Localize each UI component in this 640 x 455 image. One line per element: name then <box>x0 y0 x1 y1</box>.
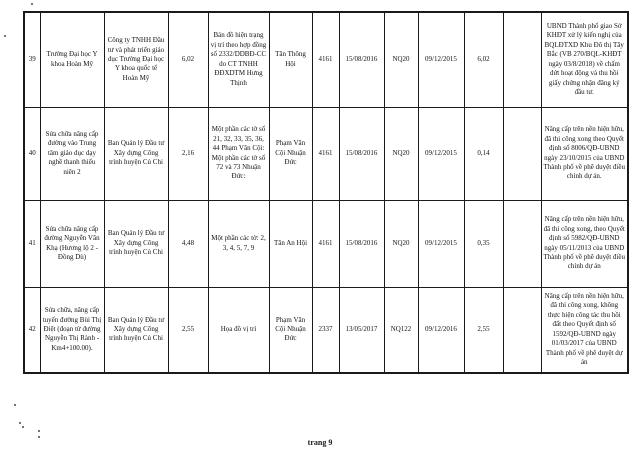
land-legal-cell: Bản đồ hiện trạng vị trí theo hợp đồng số 2332/DDBĐ-CC do CT TNHH ĐĐXDTM Hưng Thịnh <box>208 12 269 107</box>
row-number-cell: 39 <box>24 12 40 107</box>
resolution-number-cell: NQ122 <box>384 287 418 373</box>
investor-cell: Ban Quản lý Đầu tư Xây dựng Công trình huyện Củ Chi <box>104 200 168 287</box>
row-number-cell: 41 <box>24 200 40 287</box>
table-row <box>24 287 628 373</box>
scan-speck <box>19 422 21 424</box>
empty-cell <box>503 12 541 107</box>
investor-cell: Ban Quản lý Đầu tư Xây dựng Công trình huyện Củ Chi <box>104 287 168 373</box>
resolution-date-cell: 09/12/2015 <box>418 12 464 107</box>
note-cell: Nâng cấp trên nền hiện hữu, đã thi công xong, theo Quyết định số 5982/QĐ-UBND ngày 05/11/2013 của UBND Thành phố về phê duyệt điều chỉnh dự án <box>541 200 628 287</box>
land-legal-cell: Họa đồ vị trí <box>208 287 269 373</box>
note-cell: UBND Thành phố giao Sở KHĐT xử lý kiến nghị của BQLĐTXD Khu Đô thị Tây Bắc (VB 270/BQL-KHĐT ngày 03/8/2018) về chấm dứt hoạt động và thu hồi giấy chứng nhận đăng ký đầu tư. <box>541 12 628 107</box>
investor-cell: Công ty TNHH Đầu tư và phát triển giáo dục Trường Đại học Y khoa quốc tế Hoàn Mỹ <box>104 12 168 107</box>
table-row <box>24 200 628 287</box>
value-cell: 2,55 <box>464 287 503 373</box>
table-row <box>24 12 628 107</box>
scan-speck <box>38 430 40 432</box>
commune-cell: Tân An Hội <box>269 200 312 287</box>
commune-cell: Tân Thông Hội <box>269 12 312 107</box>
investor-cell: Ban Quản lý Đầu tư Xây dựng Công trình huyện Củ Chi <box>104 107 168 200</box>
project-name-cell: Sửa chữa nâng cấp đường Nguyễn Văn Khạ (Hương lộ 2 - Đồng Dù) <box>40 200 104 287</box>
projects-table <box>23 11 629 374</box>
document-number-cell: 4161 <box>312 12 339 107</box>
empty-cell <box>503 107 541 200</box>
document-number-cell: 4161 <box>312 107 339 200</box>
document-date-cell: 15/08/2016 <box>339 200 384 287</box>
commune-cell: Phạm Văn Cội Nhuận Đức <box>269 287 312 373</box>
value-cell: 0,14 <box>464 107 503 200</box>
resolution-date-cell: 09/12/2015 <box>418 107 464 200</box>
note-cell: Nâng cấp trên nền hiện hữu, đã thi công xong theo Quyết định số 8006/QĐ-UBND ngày 23/10/2015 của UBND Thành phố về phê duyệt điều chỉnh dự án. <box>541 107 628 200</box>
scan-speck <box>31 3 33 5</box>
area-cell: 6,02 <box>168 12 208 107</box>
page-number: trang 9 <box>307 438 333 447</box>
note-cell: Nâng cấp trên nền hiện hữu, đã thi công xong, không thực hiện công tác thu hồi đất theo Quyết định số 1592/QĐ-UBND ngày 01/03/2017 của UBND Thành phố về phê duyệt dự án <box>541 287 628 373</box>
resolution-number-cell: NQ20 <box>384 12 418 107</box>
document-date-cell: 15/08/2016 <box>339 12 384 107</box>
land-legal-cell: Một phần các tờ: 2, 3, 4, 5, 7, 9 <box>208 200 269 287</box>
empty-cell <box>503 200 541 287</box>
project-name-cell: Sửa chữa, nâng cấp tuyến đường Bùi Thị Điệt (đoạn từ đường Nguyễn Thị Rành - Km4+100.00). <box>40 287 104 373</box>
scan-speck <box>38 436 40 438</box>
document-date-cell: 15/08/2016 <box>339 107 384 200</box>
document-number-cell: 4161 <box>312 200 339 287</box>
row-number-cell: 42 <box>24 287 40 373</box>
table-row <box>24 107 628 200</box>
scan-speck <box>4 35 6 37</box>
document-date-cell: 13/05/2017 <box>339 287 384 373</box>
resolution-date-cell: 09/12/2016 <box>418 287 464 373</box>
area-cell: 2,55 <box>168 287 208 373</box>
document-number-cell: 2337 <box>312 287 339 373</box>
area-cell: 2,16 <box>168 107 208 200</box>
resolution-number-cell: NQ20 <box>384 200 418 287</box>
project-name-cell: Trường Đại học Y khoa Hoàn Mỹ <box>40 12 104 107</box>
value-cell: 0,35 <box>464 200 503 287</box>
resolution-number-cell: NQ20 <box>384 107 418 200</box>
project-name-cell: Sửa chữa nâng cấp đường vào Trung tâm giáo dục dạy nghề thanh thiếu niên 2 <box>40 107 104 200</box>
scan-speck <box>14 404 16 406</box>
area-cell: 4,48 <box>168 200 208 287</box>
scan-speck <box>22 426 24 428</box>
commune-cell: Phạm Văn Cội Nhuận Đức <box>269 107 312 200</box>
land-legal-cell: Một phần các tờ số 21, 32, 33, 35, 36, 44 Phạm Văn Cội: Một phần các tờ số 72 và 73 Nhuận Đức: <box>208 107 269 200</box>
empty-cell <box>503 287 541 373</box>
value-cell: 6,02 <box>464 12 503 107</box>
resolution-date-cell: 09/12/2015 <box>418 200 464 287</box>
row-number-cell: 40 <box>24 107 40 200</box>
